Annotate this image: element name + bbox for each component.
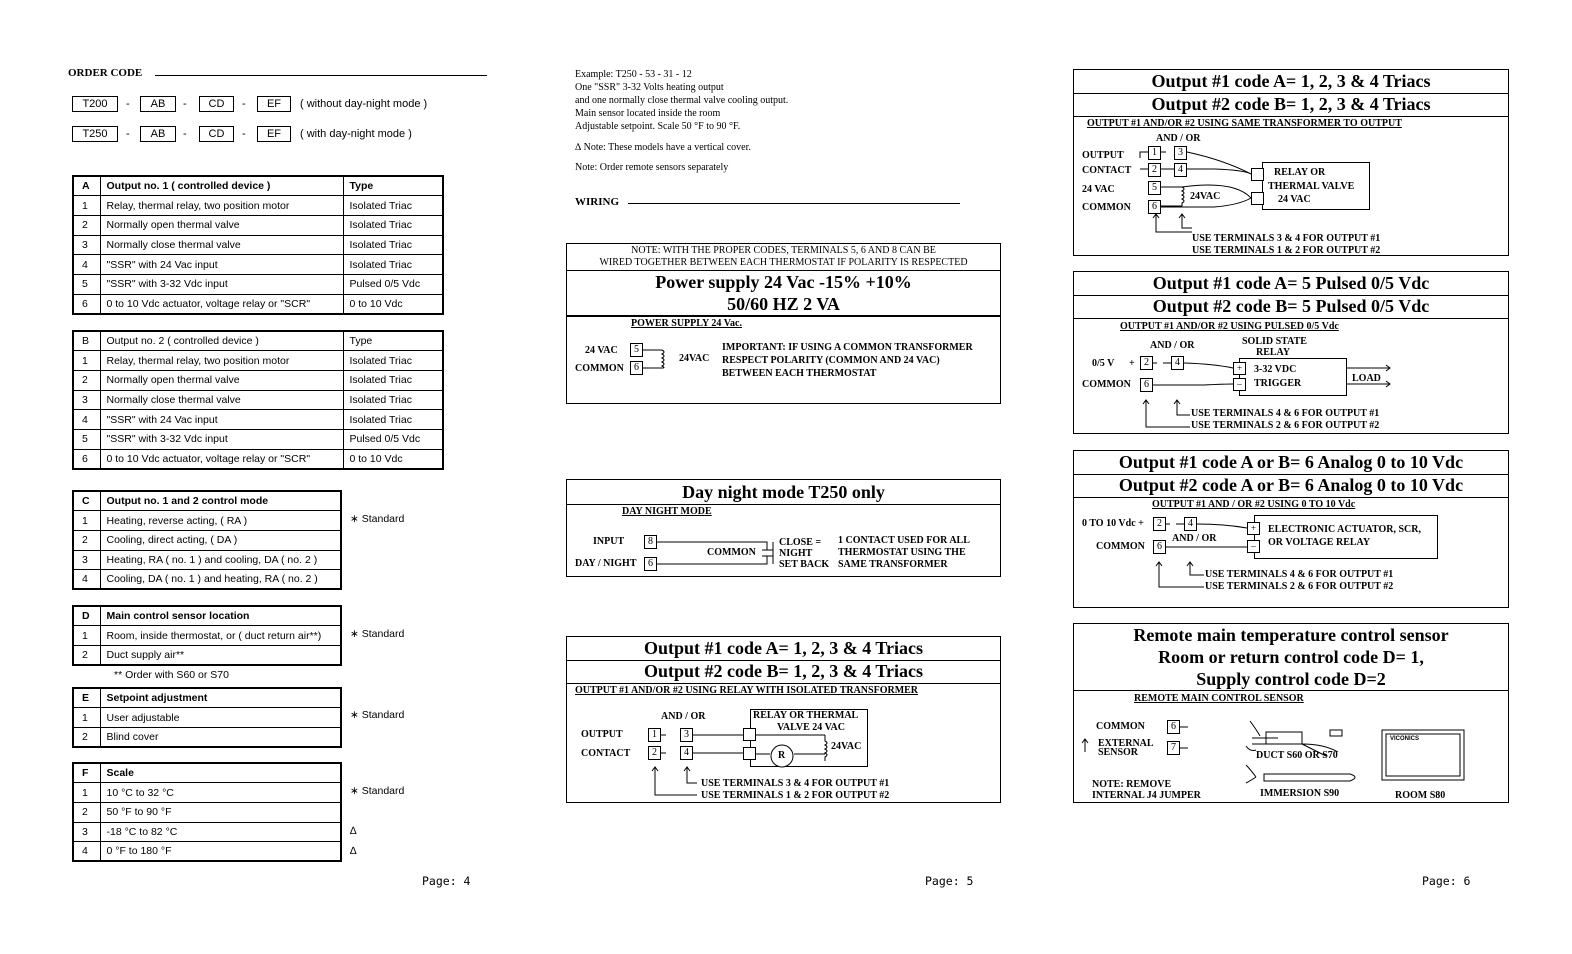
pulsed-title: Output #1 code A= 5 Pulsed 0/5 Vdc — [1152, 273, 1430, 293]
table-row: 3 Normally close thermal valve Isolated Triac — [73, 235, 443, 255]
code-dash: - — [242, 128, 246, 140]
remote-title: Room or return control code D= 1, — [1158, 647, 1424, 667]
table-row: 2 Blind cover — [73, 727, 341, 747]
relay-label: RELAY OR — [1274, 167, 1326, 178]
footnote: ** Order with S60 or S70 — [114, 669, 229, 681]
room-label: ROOM S80 — [1395, 790, 1446, 801]
code-box-cd: CD — [199, 96, 234, 112]
day-night-title: Day night mode T250 only — [682, 482, 885, 502]
contact-line: 1 CONTACT USED FOR ALL — [838, 535, 970, 546]
terminal-6: 6 — [630, 361, 643, 375]
example-line: One "SSR" 3-32 Volts heating output — [575, 82, 724, 93]
code-box-ef: EF — [257, 96, 291, 112]
trigger-label: 3-32 VDC — [1254, 364, 1297, 375]
terminal-2: 2 — [648, 746, 661, 760]
ssr-plus-terminal: + — [1233, 362, 1246, 375]
close-line: CLOSE = — [779, 537, 822, 548]
triac-title: Output #2 code B= 1, 2, 3 & 4 Triacs — [643, 661, 924, 681]
code-box-ab: AB — [140, 96, 176, 112]
table-header: F Scale — [73, 763, 341, 783]
triac-subtitle: OUTPUT #1 AND/OR #2 USING RELAY WITH ISOLATED TRANSFORMER — [575, 685, 919, 696]
label-05v: 0/5 V — [1092, 358, 1115, 369]
relay-coil-r: R — [778, 750, 786, 761]
terminal-3: 3 — [1174, 146, 1187, 160]
example-line: Example: T250 - 53 - 31 - 12 — [575, 69, 692, 80]
label-source: 24VAC — [679, 353, 710, 364]
table-row: 2 50 °F to 90 °F — [73, 802, 341, 822]
actuator-label: OR VOLTAGE RELAY — [1268, 537, 1371, 548]
label-common: COMMON — [1096, 541, 1145, 552]
table-row: 2 Normally open thermal valve Isolated Triac — [73, 370, 443, 390]
label-and-or: AND / OR — [1156, 133, 1201, 144]
code-dash: - — [183, 128, 187, 140]
important-line: BETWEEN EACH THERMOSTAT — [722, 368, 877, 379]
table-row: 3 -18 °C to 82 °C — [73, 822, 341, 842]
terminal-1: 1 — [648, 728, 661, 742]
example-line: Main sensor located inside the room — [575, 108, 721, 119]
standard-mark: ∗ Standard — [350, 513, 405, 525]
analog-title: Output #1 code A or B= 6 Analog 0 to 10 Vdc — [1118, 452, 1464, 472]
relay-label: VALVE 24 VAC — [777, 722, 845, 733]
code-box-model: T200 — [72, 96, 118, 112]
table-header: D Main control sensor location — [73, 606, 341, 626]
actuator-minus-terminal: – — [1247, 540, 1260, 553]
table-setpoint — [72, 687, 342, 748]
code-box-ab: AB — [140, 126, 176, 142]
close-line: NIGHT — [779, 548, 813, 559]
label-24vac: 24 VAC — [585, 345, 618, 356]
table-sensor-location — [72, 605, 342, 666]
table-row: 3 Heating, RA ( no. 1 ) and cooling, DA ( no. 2 ) — [73, 550, 341, 570]
table-row: 2 Normally open thermal valve Isolated Triac — [73, 215, 443, 235]
use-terminals: USE TERMINALS 3 & 4 FOR OUTPUT #1 — [701, 778, 890, 789]
ssr-minus-terminal: – — [1233, 378, 1246, 391]
table-header — [73, 176, 443, 196]
table-row: 1 Relay, thermal relay, two position motor Isolated Triac — [73, 196, 443, 216]
label-common: COMMON — [707, 547, 756, 558]
table-row: 1 Room, inside thermostat, or ( duct return air**) — [73, 626, 341, 646]
relay-label: THERMAL VALVE — [1268, 181, 1355, 192]
label-24vac: 24 VAC — [1082, 184, 1115, 195]
use-terminals: USE TERMINALS 2 & 6 FOR OUTPUT #2 — [1205, 581, 1394, 592]
terminal-5: 5 — [1148, 181, 1161, 195]
col-type: Type — [343, 176, 443, 196]
label-and-or: AND / OR — [661, 711, 706, 722]
table-header: C Output no. 1 and 2 control mode — [73, 491, 341, 511]
label-common: COMMON — [1082, 202, 1131, 213]
page-number: Page: 5 — [925, 874, 974, 888]
actuator-plus-terminal: + — [1247, 522, 1260, 535]
triac-title: Output #2 code B= 1, 2, 3 & 4 Triacs — [1151, 94, 1431, 114]
important-line: RESPECT POLARITY (COMMON AND 24 VAC) — [722, 355, 940, 366]
use-terminals: USE TERMINALS 2 & 6 FOR OUTPUT #2 — [1191, 420, 1380, 431]
triac-subtitle: OUTPUT #1 AND/OR #2 USING SAME TRANSFORMER TO OUTPUT — [1087, 118, 1402, 129]
analog-title: Output #2 code A or B= 6 Analog 0 to 10 Vdc — [1118, 475, 1464, 495]
code-dash: - — [126, 98, 130, 110]
remote-subtitle: REMOTE MAIN CONTROL SENSOR — [1134, 693, 1304, 704]
code-box-ef: EF — [257, 126, 291, 142]
label-source: 24VAC — [1190, 191, 1221, 202]
ssr-label: SOLID STATE — [1242, 336, 1307, 347]
label-day-night: DAY / NIGHT — [575, 558, 637, 569]
power-subtitle: POWER SUPPLY 24 Vac. — [631, 318, 742, 329]
label-and-or: AND / OR — [1150, 340, 1195, 351]
terminal-7: 7 — [1167, 741, 1180, 755]
note-remove: NOTE: REMOVE — [1092, 779, 1172, 790]
triac-title: Output #1 code A= 1, 2, 3 & 4 Triacs — [1151, 71, 1431, 91]
table-row: 6 0 to 10 Vdc actuator, voltage relay or "SCR" 0 to 10 Vdc — [73, 294, 443, 314]
table-row: 1 Relay, thermal relay, two position motor Isolated Triac — [73, 351, 443, 371]
terminal-3: 3 — [680, 728, 693, 742]
terminal-6: 6 — [1153, 540, 1166, 554]
power-note-line: NOTE: WITH THE PROPER CODES, TERMINALS 5, 6 AND 8 CAN BE — [631, 245, 936, 256]
terminal-8: 8 — [644, 535, 657, 549]
terminal-4: 4 — [1171, 356, 1184, 370]
code-box-cd: CD — [199, 126, 234, 142]
standard-mark: ∗ Standard — [350, 785, 405, 797]
note-remote: Note: Order remote sensors separately — [575, 162, 729, 173]
table-row: 5 "SSR" with 3-32 Vdc input Pulsed 0/5 Vdc — [73, 274, 443, 294]
label-plus: + — [1129, 358, 1135, 369]
label-common: COMMON — [1096, 721, 1145, 732]
col-code: A — [73, 176, 100, 196]
table-row: 2 Duct supply air** — [73, 645, 341, 665]
table-row: 3 Normally close thermal valve Isolated Triac — [73, 390, 443, 410]
triac-isolated-box — [566, 636, 1001, 803]
terminal-6: 6 — [1167, 720, 1180, 734]
remote-sensor-box — [1073, 623, 1509, 803]
day-night-subtitle: DAY NIGHT MODE — [622, 506, 712, 517]
col-device: Output no. 1 ( controlled device ) — [100, 176, 343, 196]
table-row: 6 0 to 10 Vdc actuator, voltage relay or "SCR" 0 to 10 Vdc — [73, 449, 443, 469]
use-terminals: USE TERMINALS 4 & 6 FOR OUTPUT #1 — [1191, 408, 1380, 419]
terminal-4: 4 — [680, 746, 693, 760]
label-contact: CONTACT — [1082, 165, 1132, 176]
relay-label: RELAY OR THERMAL — [753, 710, 859, 721]
label-output: OUTPUT — [581, 729, 623, 740]
table-row: 1 10 °C to 32 °C — [73, 783, 341, 803]
table-scale — [72, 762, 342, 862]
label-common: COMMON — [1082, 379, 1131, 390]
table-header: B Output no. 2 ( controlled device ) Type — [73, 331, 443, 351]
label-common: COMMON — [575, 363, 624, 374]
table-row: 2 Cooling, direct acting, ( DA ) — [73, 530, 341, 550]
triac-title: Output #1 code A= 1, 2, 3 & 4 Triacs — [643, 638, 924, 658]
use-terminals: USE TERMINALS 3 & 4 FOR OUTPUT #1 — [1192, 233, 1381, 244]
pulsed-box — [1073, 271, 1509, 434]
power-title: 50/60 HZ 2 VA — [727, 294, 840, 314]
table-row: 1 Heating, reverse acting, ( RA ) — [73, 511, 341, 531]
example-line: Adjustable setpoint. Scale 50 °F to 90 °F. — [575, 121, 741, 132]
terminal-2: 2 — [1148, 163, 1161, 177]
remote-wires — [1074, 624, 1510, 804]
immersion-label: IMMERSION S90 — [1260, 788, 1340, 799]
remote-title: Supply control code D=2 — [1196, 669, 1386, 689]
triac-same-wires — [1074, 70, 1510, 257]
delta-mark: ∆ — [350, 825, 357, 837]
relay-label: 24 VAC — [1278, 194, 1311, 205]
pulsed-subtitle: OUTPUT #1 AND/OR #2 USING PULSED 0/5 Vdc — [1120, 321, 1339, 332]
ssr-label: RELAY — [1256, 347, 1291, 358]
triac-same-box — [1073, 69, 1509, 256]
label-0-10v: 0 TO 10 Vdc + — [1082, 518, 1144, 529]
wiring-title: WIRING — [575, 196, 620, 208]
wiring-rule — [628, 203, 960, 204]
contact-line: SAME TRANSFORMER — [838, 559, 948, 570]
terminal-2: 2 — [1153, 517, 1166, 531]
contact-line: THERMOSTAT USING THE — [838, 547, 966, 558]
terminal-1: 1 — [1148, 146, 1161, 160]
note-jumper: INTERNAL J4 JUMPER — [1092, 790, 1201, 801]
power-supply-box — [566, 243, 1001, 404]
brand-logo: VICONICS — [1390, 736, 1420, 742]
close-line: SET BACK — [779, 559, 830, 570]
table-row: 4 0 °F to 180 °F — [73, 842, 341, 862]
pulsed-title: Output #2 code B= 5 Pulsed 0/5 Vdc — [1152, 296, 1430, 316]
table-header: E Setpoint adjustment — [73, 688, 341, 708]
table-row: 1 User adjustable — [73, 708, 341, 728]
label-contact: CONTACT — [581, 748, 631, 759]
remote-title: Remote main temperature control sensor — [1133, 625, 1449, 645]
power-note-line: WIRED TOGETHER BETWEEN EACH THERMOSTAT IF POLARITY IS RESPECTED — [599, 257, 968, 268]
table-row: 4 "SSR" with 24 Vac input Isolated Triac — [73, 410, 443, 430]
power-wires — [567, 244, 1002, 405]
table-row: 4 Cooling, DA ( no. 1 ) and heating, RA ( no. 2 ) — [73, 570, 341, 590]
page-number: Page: 6 — [1422, 874, 1471, 888]
order-code-title: ORDER CODE — [68, 67, 143, 79]
delta-mark: ∆ — [350, 845, 357, 857]
code-note: ( with day-night mode ) — [300, 128, 412, 140]
use-terminals: USE TERMINALS 4 & 6 FOR OUTPUT #1 — [1205, 569, 1394, 580]
label-input: INPUT — [593, 536, 625, 547]
order-code-rule — [155, 75, 487, 76]
table-row: 4 "SSR" with 24 Vac input Isolated Triac — [73, 255, 443, 275]
label-external: EXTERNAL — [1098, 738, 1154, 749]
code-dash: - — [242, 98, 246, 110]
terminal-6: 6 — [1148, 200, 1161, 214]
power-title: Power supply 24 Vac -15% +10% — [655, 272, 912, 292]
actuator-label: ELECTRONIC ACTUATOR, SCR, — [1268, 524, 1421, 535]
important-line: IMPORTANT: IF USING A COMMON TRANSFORMER — [722, 342, 973, 353]
load-label: LOAD — [1352, 373, 1381, 384]
trigger-label: TRIGGER — [1254, 378, 1302, 389]
page-number: Page: 4 — [422, 874, 471, 888]
code-note: ( without day-night mode ) — [300, 98, 428, 110]
table-output-1 — [72, 175, 444, 315]
use-terminals: USE TERMINALS 1 & 2 FOR OUTPUT #2 — [1192, 245, 1381, 256]
label-and-or: AND / OR — [1172, 533, 1217, 544]
analog-box — [1073, 450, 1509, 608]
terminal-5: 5 — [630, 343, 643, 357]
code-dash: - — [183, 98, 187, 110]
code-box-model: T250 — [72, 126, 118, 142]
standard-mark: ∗ Standard — [350, 709, 405, 721]
label-output: OUTPUT — [1082, 150, 1124, 161]
table-output-2 — [72, 330, 444, 470]
terminal-4: 4 — [1184, 517, 1197, 531]
duct-label: DUCT S60 OR S70 — [1256, 750, 1338, 761]
note-vertical: ∆ Note: These models have a vertical cover. — [575, 142, 751, 153]
example-line: and one normally close thermal valve cooling output. — [575, 95, 789, 106]
standard-mark: ∗ Standard — [350, 628, 405, 640]
terminal-4: 4 — [1174, 163, 1187, 177]
label-sensor: SENSOR — [1098, 747, 1139, 758]
terminal-2: 2 — [1140, 356, 1153, 370]
code-dash: - — [126, 128, 130, 140]
label-source: 24VAC — [831, 741, 862, 752]
terminal-6: 6 — [644, 557, 657, 571]
table-control-mode — [72, 490, 342, 590]
table-row: 5 "SSR" with 3-32 Vdc input Pulsed 0/5 Vdc — [73, 429, 443, 449]
analog-subtitle: OUTPUT #1 AND / OR #2 USING 0 TO 10 Vdc — [1152, 499, 1356, 510]
terminal-6: 6 — [1140, 378, 1153, 392]
use-terminals: USE TERMINALS 1 & 2 FOR OUTPUT #2 — [701, 790, 890, 801]
day-night-box — [566, 479, 1001, 577]
